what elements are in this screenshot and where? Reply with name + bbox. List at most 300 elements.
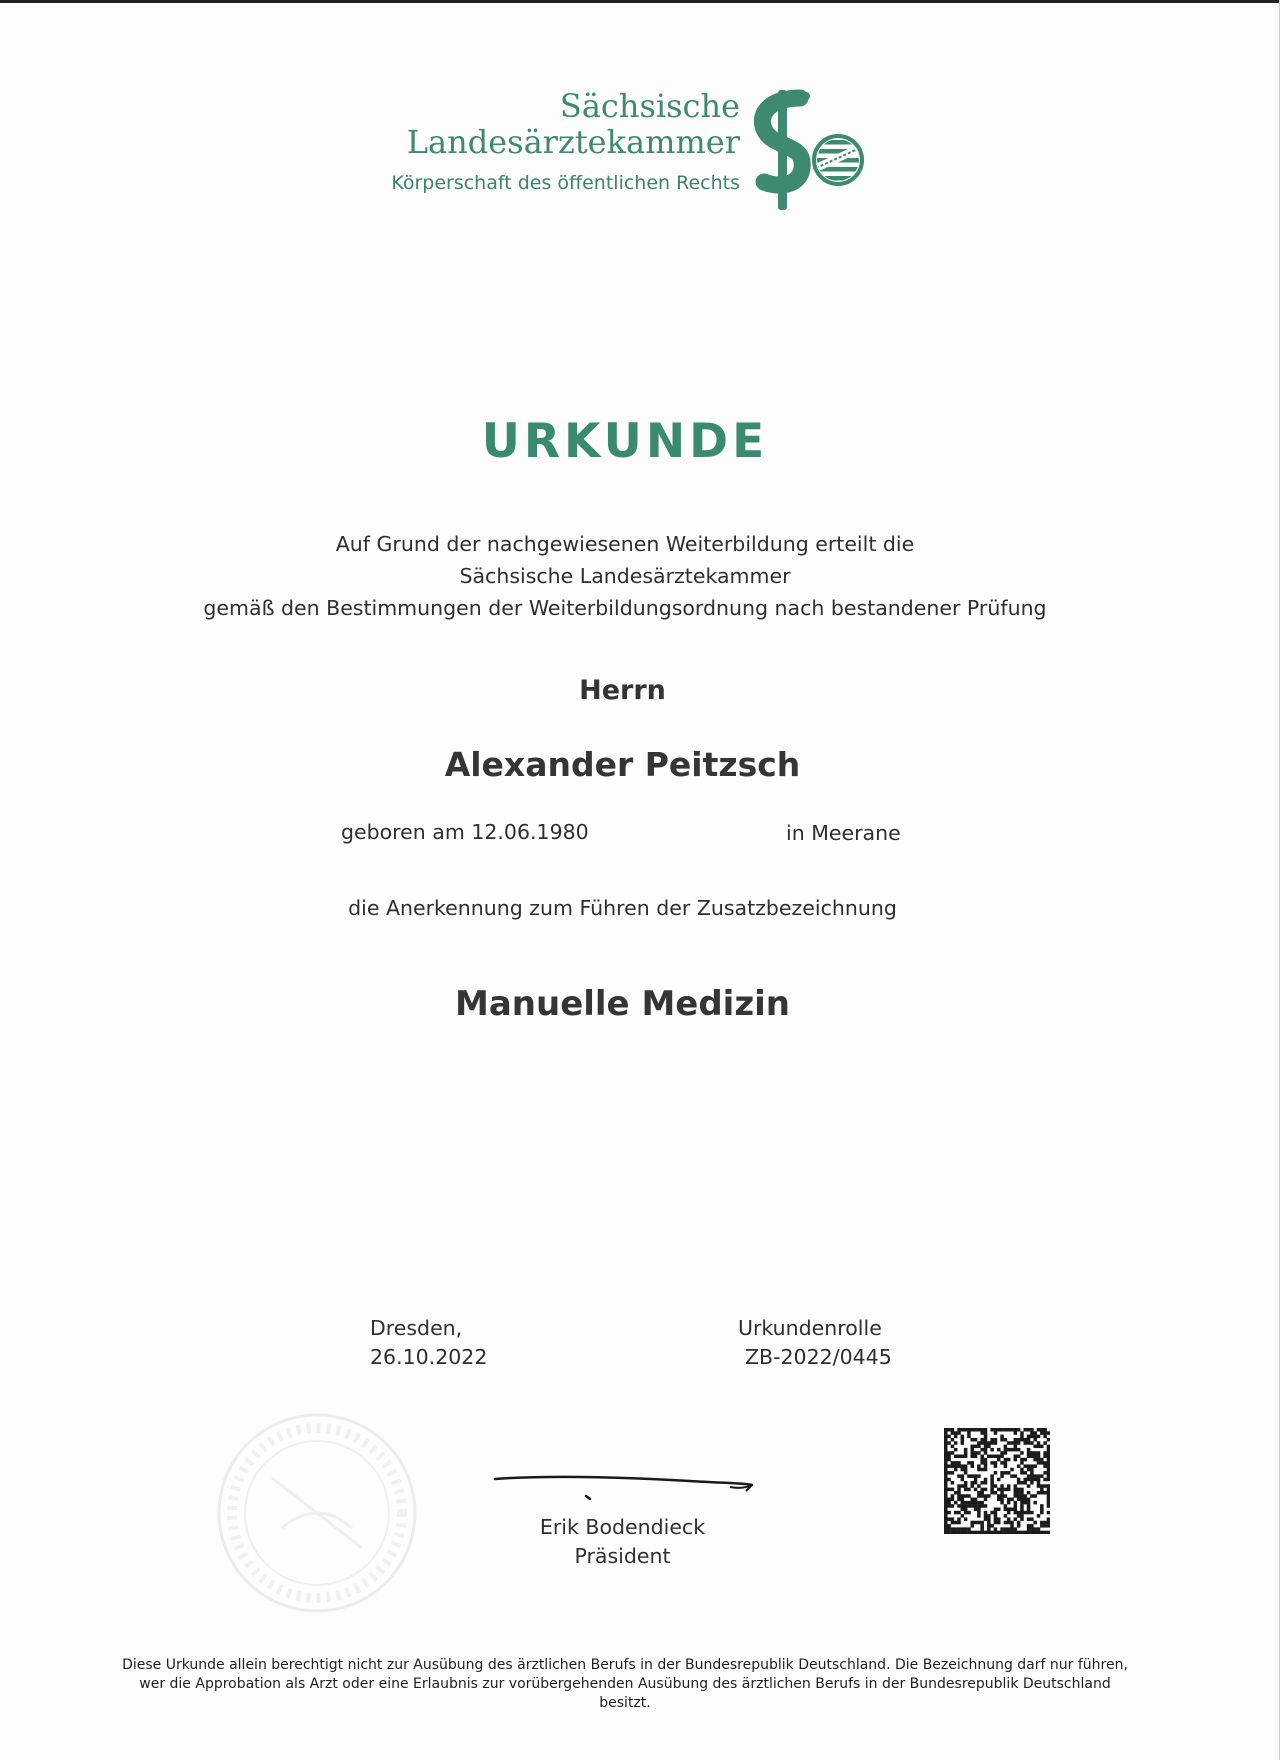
datamatrix-module: [997, 1488, 1001, 1492]
datamatrix-module: [961, 1438, 965, 1442]
birth-date: geboren am 12.06.1980: [341, 820, 589, 844]
datamatrix-module: [1004, 1461, 1008, 1465]
datamatrix-module: [977, 1484, 981, 1488]
datamatrix-module: [1027, 1441, 1031, 1445]
datamatrix-module: [971, 1455, 975, 1459]
datamatrix-module: [980, 1501, 984, 1505]
datamatrix-module: [994, 1428, 998, 1432]
datamatrix-module: [984, 1478, 988, 1482]
datamatrix-module: [1027, 1468, 1031, 1472]
datamatrix-module: [1020, 1458, 1024, 1462]
datamatrix-module: [951, 1527, 955, 1531]
datamatrix-module: [964, 1464, 968, 1468]
datamatrix-module: [1033, 1435, 1037, 1439]
datamatrix-module: [967, 1527, 971, 1531]
datamatrix-module: [1004, 1438, 1008, 1442]
birth-place: in Meerane: [786, 821, 901, 845]
datamatrix-module: [977, 1494, 981, 1498]
scan-top-edge: [0, 0, 1280, 3]
datamatrix-module: [967, 1501, 971, 1505]
datamatrix-module: [957, 1527, 961, 1531]
datamatrix-module: [1030, 1517, 1034, 1521]
datamatrix-module: [987, 1517, 991, 1521]
datamatrix-module: [1037, 1435, 1041, 1439]
datamatrix-module: [1014, 1517, 1018, 1521]
datamatrix-module: [944, 1448, 948, 1452]
datamatrix-module: [1040, 1524, 1044, 1528]
datamatrix-module: [1007, 1484, 1011, 1488]
datamatrix-module: [1014, 1511, 1018, 1515]
datamatrix-module: [1024, 1464, 1028, 1468]
datamatrix-module: [1033, 1438, 1037, 1442]
datamatrix-module: [961, 1501, 965, 1505]
datamatrix-module: [951, 1445, 955, 1449]
datamatrix-module: [951, 1428, 955, 1432]
intro-text: [0, 528, 1250, 624]
datamatrix-module: [1030, 1468, 1034, 1472]
datamatrix-module: [944, 1478, 948, 1482]
datamatrix-module: [951, 1481, 955, 1485]
datamatrix-module: [944, 1491, 948, 1495]
datamatrix-module: [1047, 1455, 1050, 1459]
datamatrix-module: [944, 1514, 948, 1518]
datamatrix-module: [974, 1474, 978, 1478]
datamatrix-module: [964, 1504, 968, 1508]
datamatrix-module: [1014, 1455, 1018, 1459]
datamatrix-module: [967, 1504, 971, 1508]
datamatrix-module: [977, 1491, 981, 1495]
datamatrix-module: [980, 1491, 984, 1495]
datamatrix-module: [944, 1484, 948, 1488]
legal-disclaimer: [120, 1656, 1130, 1713]
datamatrix-module: [1040, 1428, 1044, 1432]
datamatrix-module: [997, 1531, 1001, 1534]
datamatrix-module: [954, 1491, 958, 1495]
datamatrix-module: [984, 1445, 988, 1449]
datamatrix-module: [1043, 1491, 1047, 1495]
datamatrix-module: [1047, 1468, 1050, 1472]
datamatrix-module: [1043, 1521, 1047, 1525]
datamatrix-module: [980, 1527, 984, 1531]
datamatrix-module: [1014, 1527, 1018, 1531]
datamatrix-module: [1017, 1524, 1021, 1528]
datamatrix-module: [980, 1461, 984, 1465]
datamatrix-module: [1024, 1511, 1028, 1515]
datamatrix-module: [1014, 1438, 1018, 1442]
datamatrix-module: [1014, 1531, 1018, 1534]
datamatrix-module: [1040, 1488, 1044, 1492]
datamatrix-module: [1024, 1471, 1028, 1475]
datamatrix-module: [984, 1441, 988, 1445]
datamatrix-module: [944, 1481, 948, 1485]
datamatrix-module: [961, 1508, 965, 1512]
datamatrix-module: [1047, 1431, 1050, 1435]
datamatrix-module: [1033, 1531, 1037, 1534]
datamatrix-module: [1030, 1471, 1034, 1475]
datamatrix-module: [990, 1478, 994, 1482]
datamatrix-module: [1017, 1494, 1021, 1498]
datamatrix-module: [987, 1524, 991, 1528]
datamatrix-module: [1007, 1531, 1011, 1534]
datamatrix-module: [1024, 1428, 1028, 1432]
datamatrix-module: [990, 1448, 994, 1452]
datamatrix-module: [1017, 1455, 1021, 1459]
signature-mark-icon: [490, 1465, 760, 1505]
datamatrix-module: [1007, 1511, 1011, 1515]
datamatrix-module: [947, 1458, 951, 1462]
datamatrix-module: [1014, 1494, 1018, 1498]
roll-label: Urkundenrolle: [738, 1316, 882, 1340]
datamatrix-module: [1007, 1488, 1011, 1492]
datamatrix-module: [944, 1527, 948, 1531]
datamatrix-module: [954, 1527, 958, 1531]
datamatrix-module: [957, 1531, 961, 1534]
datamatrix-module: [1000, 1455, 1004, 1459]
datamatrix-module: [961, 1504, 965, 1508]
datamatrix-module: [964, 1471, 968, 1475]
datamatrix-module: [1017, 1441, 1021, 1445]
datamatrix-module: [957, 1504, 961, 1508]
datamatrix-module: [967, 1431, 971, 1435]
datamatrix-module: [961, 1514, 965, 1518]
datamatrix-module: [980, 1468, 984, 1472]
datamatrix-module: [961, 1498, 965, 1502]
datamatrix-module: [980, 1494, 984, 1498]
datamatrix-module: [947, 1451, 951, 1455]
datamatrix-module: [1027, 1511, 1031, 1515]
datamatrix-module: [1030, 1478, 1034, 1482]
datamatrix-module: [961, 1494, 965, 1498]
datamatrix-module: [1024, 1498, 1028, 1502]
datamatrix-module: [967, 1531, 971, 1534]
datamatrix-module: [964, 1484, 968, 1488]
recipient-name: Alexander Peitzsch: [444, 745, 801, 784]
datamatrix-module: [977, 1501, 981, 1505]
datamatrix-module: [1000, 1501, 1004, 1505]
datamatrix-module: [974, 1455, 978, 1459]
datamatrix-module: [944, 1524, 948, 1528]
datamatrix-module: [1027, 1478, 1031, 1482]
intro-line1: Auf Grund der nachgewiesenen Weiterbildung erteilt die: [335, 532, 915, 556]
datamatrix-module: [944, 1517, 948, 1521]
datamatrix-module: [1033, 1478, 1037, 1482]
datamatrix-module: [1047, 1458, 1050, 1462]
datamatrix-module: [977, 1451, 981, 1455]
datamatrix-module: [1017, 1464, 1021, 1468]
datamatrix-module: [1027, 1435, 1031, 1439]
datamatrix-module: [1040, 1484, 1044, 1488]
datamatrix-module: [997, 1498, 1001, 1502]
datamatrix-module: [997, 1494, 1001, 1498]
datamatrix-module: [1024, 1501, 1028, 1505]
datamatrix-module: [1037, 1428, 1041, 1432]
datamatrix-module: [984, 1438, 988, 1442]
datamatrix-module: [1027, 1524, 1031, 1528]
datamatrix-module: [964, 1451, 968, 1455]
certificate-title: URKUNDE: [481, 414, 769, 469]
datamatrix-module: [977, 1428, 981, 1432]
datamatrix-module: [947, 1464, 951, 1468]
datamatrix-module: [957, 1431, 961, 1435]
datamatrix-module: [1024, 1494, 1028, 1498]
datamatrix-module: [1024, 1458, 1028, 1462]
datamatrix-module: [1007, 1428, 1011, 1432]
datamatrix-module: [1030, 1527, 1034, 1531]
signatory-name: Erik Bodendieck: [539, 1515, 706, 1539]
datamatrix-module: [994, 1455, 998, 1459]
datamatrix-module: [980, 1448, 984, 1452]
datamatrix-module: [994, 1431, 998, 1435]
datamatrix-module: [1047, 1438, 1050, 1442]
datamatrix-module: [1000, 1438, 1004, 1442]
datamatrix-module: [984, 1494, 988, 1498]
datamatrix-module: [944, 1458, 948, 1462]
datamatrix-module: [1004, 1531, 1008, 1534]
datamatrix-module: [957, 1511, 961, 1515]
datamatrix-module: [1004, 1445, 1008, 1449]
datamatrix-module: [944, 1441, 948, 1445]
datamatrix-module: [951, 1521, 955, 1525]
datamatrix-module: [961, 1441, 965, 1445]
datamatrix-module: [957, 1455, 961, 1459]
datamatrix-module: [1020, 1481, 1024, 1485]
datamatrix-module: [1020, 1488, 1024, 1492]
datamatrix-module: [1030, 1428, 1034, 1432]
datamatrix-module: [994, 1471, 998, 1475]
datamatrix-module: [1040, 1474, 1044, 1478]
datamatrix-module: [1047, 1521, 1050, 1525]
datamatrix-module: [1017, 1514, 1021, 1518]
datamatrix-module: [1010, 1521, 1014, 1525]
datamatrix-module: [1014, 1474, 1018, 1478]
datamatrix-module: [944, 1488, 948, 1492]
datamatrix-module: [1047, 1474, 1050, 1478]
datamatrix-module: [990, 1474, 994, 1478]
datamatrix-module: [1027, 1448, 1031, 1452]
datamatrix-module: [1007, 1501, 1011, 1505]
datamatrix-module: [944, 1501, 948, 1505]
datamatrix-module: [947, 1455, 951, 1459]
datamatrix-module: [951, 1431, 955, 1435]
datamatrix-module: [944, 1435, 948, 1439]
datamatrix-module: [987, 1445, 991, 1449]
datamatrix-module: [1047, 1484, 1050, 1488]
datamatrix-module: [1037, 1484, 1041, 1488]
datamatrix-module: [947, 1531, 951, 1534]
datamatrix-module: [971, 1474, 975, 1478]
org-name-line2: Landesärztekammer: [406, 123, 740, 161]
datamatrix-module: [984, 1498, 988, 1502]
datamatrix-module: [951, 1531, 955, 1534]
datamatrix-module: [1043, 1461, 1047, 1465]
datamatrix-module: [1000, 1488, 1004, 1492]
designation-title: Manuelle Medizin: [455, 984, 790, 1024]
datamatrix-module: [1037, 1474, 1041, 1478]
datamatrix-module: [947, 1435, 951, 1439]
datamatrix-module: [1014, 1458, 1018, 1462]
datamatrix-module: [1037, 1461, 1041, 1465]
datamatrix-module: [1040, 1504, 1044, 1508]
datamatrix-module: [1007, 1458, 1011, 1462]
datamatrix-module: [971, 1524, 975, 1528]
datamatrix-module: [1043, 1531, 1047, 1534]
datamatrix-module: [1030, 1441, 1034, 1445]
datamatrix-module: [984, 1481, 988, 1485]
datamatrix-module: [990, 1491, 994, 1495]
datamatrix-module: [1043, 1435, 1047, 1439]
datamatrix-module: [1030, 1474, 1034, 1478]
datamatrix-module: [964, 1468, 968, 1472]
datamatrix-module: [1004, 1521, 1008, 1525]
datamatrix-module: [1047, 1494, 1050, 1498]
datamatrix-module: [947, 1478, 951, 1482]
datamatrix-module: [1004, 1464, 1008, 1468]
datamatrix-module: [1004, 1488, 1008, 1492]
datamatrix-module: [977, 1464, 981, 1468]
datamatrix-module: [1043, 1464, 1047, 1468]
datamatrix-module: [1027, 1531, 1031, 1534]
datamatrix-module: [961, 1464, 965, 1468]
datamatrix-module: [977, 1445, 981, 1449]
recognition-text: die Anerkennung zum Führen der Zusatzbezeichnung: [348, 896, 897, 920]
datamatrix-module: [974, 1488, 978, 1492]
datamatrix-module: [980, 1521, 984, 1525]
datamatrix-module: [994, 1441, 998, 1445]
datamatrix-module: [1027, 1491, 1031, 1495]
datamatrix-module: [1033, 1527, 1037, 1531]
datamatrix-module: [1037, 1445, 1041, 1449]
datamatrix-module: [974, 1481, 978, 1485]
datamatrix-module: [984, 1468, 988, 1472]
datamatrix-module: [971, 1498, 975, 1502]
datamatrix-module: [990, 1441, 994, 1445]
datamatrix-module: [974, 1521, 978, 1525]
datamatrix-module: [971, 1451, 975, 1455]
datamatrix-module: [974, 1504, 978, 1508]
datamatrix-module: [971, 1501, 975, 1505]
datamatrix-module: [951, 1498, 955, 1502]
datamatrix-module: [1040, 1431, 1044, 1435]
datamatrix-module: [994, 1531, 998, 1534]
datamatrix-module: [984, 1448, 988, 1452]
datamatrix-module: [1004, 1448, 1008, 1452]
datamatrix-module: [947, 1428, 951, 1432]
datamatrix-module: [961, 1478, 965, 1482]
datamatrix-module: [997, 1508, 1001, 1512]
roll-number: ZB-2022/0445: [745, 1345, 892, 1369]
datamatrix-module: [971, 1448, 975, 1452]
datamatrix-module: [961, 1435, 965, 1439]
datamatrix-module: [987, 1514, 991, 1518]
datamatrix-module: [1024, 1438, 1028, 1442]
datamatrix-module: [1020, 1498, 1024, 1502]
datamatrix-module: [994, 1521, 998, 1525]
datamatrix-module: [1020, 1511, 1024, 1515]
datamatrix-module: [1004, 1494, 1008, 1498]
datamatrix-module: [1033, 1501, 1037, 1505]
datamatrix-module: [1047, 1511, 1050, 1515]
datamatrix-module: [1004, 1458, 1008, 1462]
datamatrix-module: [1037, 1458, 1041, 1462]
datamatrix-module: [1017, 1531, 1021, 1534]
datamatrix-module: [997, 1448, 1001, 1452]
datamatrix-module: [984, 1488, 988, 1492]
datamatrix-module: [997, 1478, 1001, 1482]
datamatrix-module: [1010, 1468, 1014, 1472]
datamatrix-module: [964, 1448, 968, 1452]
datamatrix-module: [990, 1484, 994, 1488]
datamatrix-module: [977, 1441, 981, 1445]
datamatrix-module: [987, 1521, 991, 1525]
datamatrix-module: [944, 1464, 948, 1468]
datamatrix-module: [994, 1461, 998, 1465]
datamatrix-module: [1004, 1508, 1008, 1512]
datamatrix-module: [1014, 1501, 1018, 1505]
datamatrix-module: [1004, 1471, 1008, 1475]
datamatrix-module: [954, 1521, 958, 1525]
datamatrix-module: [954, 1531, 958, 1534]
datamatrix-module: [984, 1464, 988, 1468]
datamatrix-module: [954, 1455, 958, 1459]
datamatrix-module: [987, 1441, 991, 1445]
intro-line3: gemäß den Bestimmungen der Weiterbildungsordnung nach bestandener Prüfung: [203, 596, 1047, 620]
datamatrix-module: [984, 1458, 988, 1462]
datamatrix-module: [974, 1508, 978, 1512]
datamatrix-module: [1030, 1524, 1034, 1528]
datamatrix-module: [1047, 1504, 1050, 1508]
datamatrix-module: [994, 1438, 998, 1442]
datamatrix-module: [1000, 1428, 1004, 1432]
datamatrix-module: [1000, 1471, 1004, 1475]
datamatrix-module: [1020, 1531, 1024, 1534]
datamatrix-module: [980, 1458, 984, 1462]
datamatrix-module: [977, 1468, 981, 1472]
datamatrix-module: [967, 1488, 971, 1492]
datamatrix-module: [1014, 1428, 1018, 1432]
issue-city: Dresden,: [370, 1316, 463, 1340]
intro-line2: Sächsische Landesärztekammer: [459, 564, 791, 588]
datamatrix-module: [990, 1488, 994, 1492]
datamatrix-module: [961, 1455, 965, 1459]
datamatrix-module: [1024, 1531, 1028, 1534]
datamatrix-module: [1027, 1527, 1031, 1531]
datamatrix-module: [951, 1517, 955, 1521]
datamatrix-module: [964, 1531, 968, 1534]
datamatrix-module: [1047, 1501, 1050, 1505]
datamatrix-module: [1030, 1451, 1034, 1455]
datamatrix-module: [1037, 1455, 1041, 1459]
datamatrix-module: [1014, 1504, 1018, 1508]
datamatrix-module: [980, 1438, 984, 1442]
datamatrix-module: [1014, 1508, 1018, 1512]
datamatrix-module: [1004, 1504, 1008, 1508]
datamatrix-module: [971, 1438, 975, 1442]
datamatrix-module: [1033, 1445, 1037, 1449]
datamatrix-module: [951, 1488, 955, 1492]
datamatrix-module: [967, 1494, 971, 1498]
datamatrix-module: [967, 1428, 971, 1432]
datamatrix-module: [1020, 1494, 1024, 1498]
datamatrix-module: [967, 1511, 971, 1515]
datamatrix-module: [1043, 1484, 1047, 1488]
datamatrix-module: [1010, 1474, 1014, 1478]
datamatrix-module: [1020, 1468, 1024, 1472]
datamatrix-module: [1043, 1471, 1047, 1475]
datamatrix-module: [1007, 1448, 1011, 1452]
datamatrix-module: [987, 1527, 991, 1531]
datamatrix-module: [944, 1428, 948, 1432]
org-subtitle: Körperschaft des öffentlichen Rechts: [391, 172, 740, 194]
